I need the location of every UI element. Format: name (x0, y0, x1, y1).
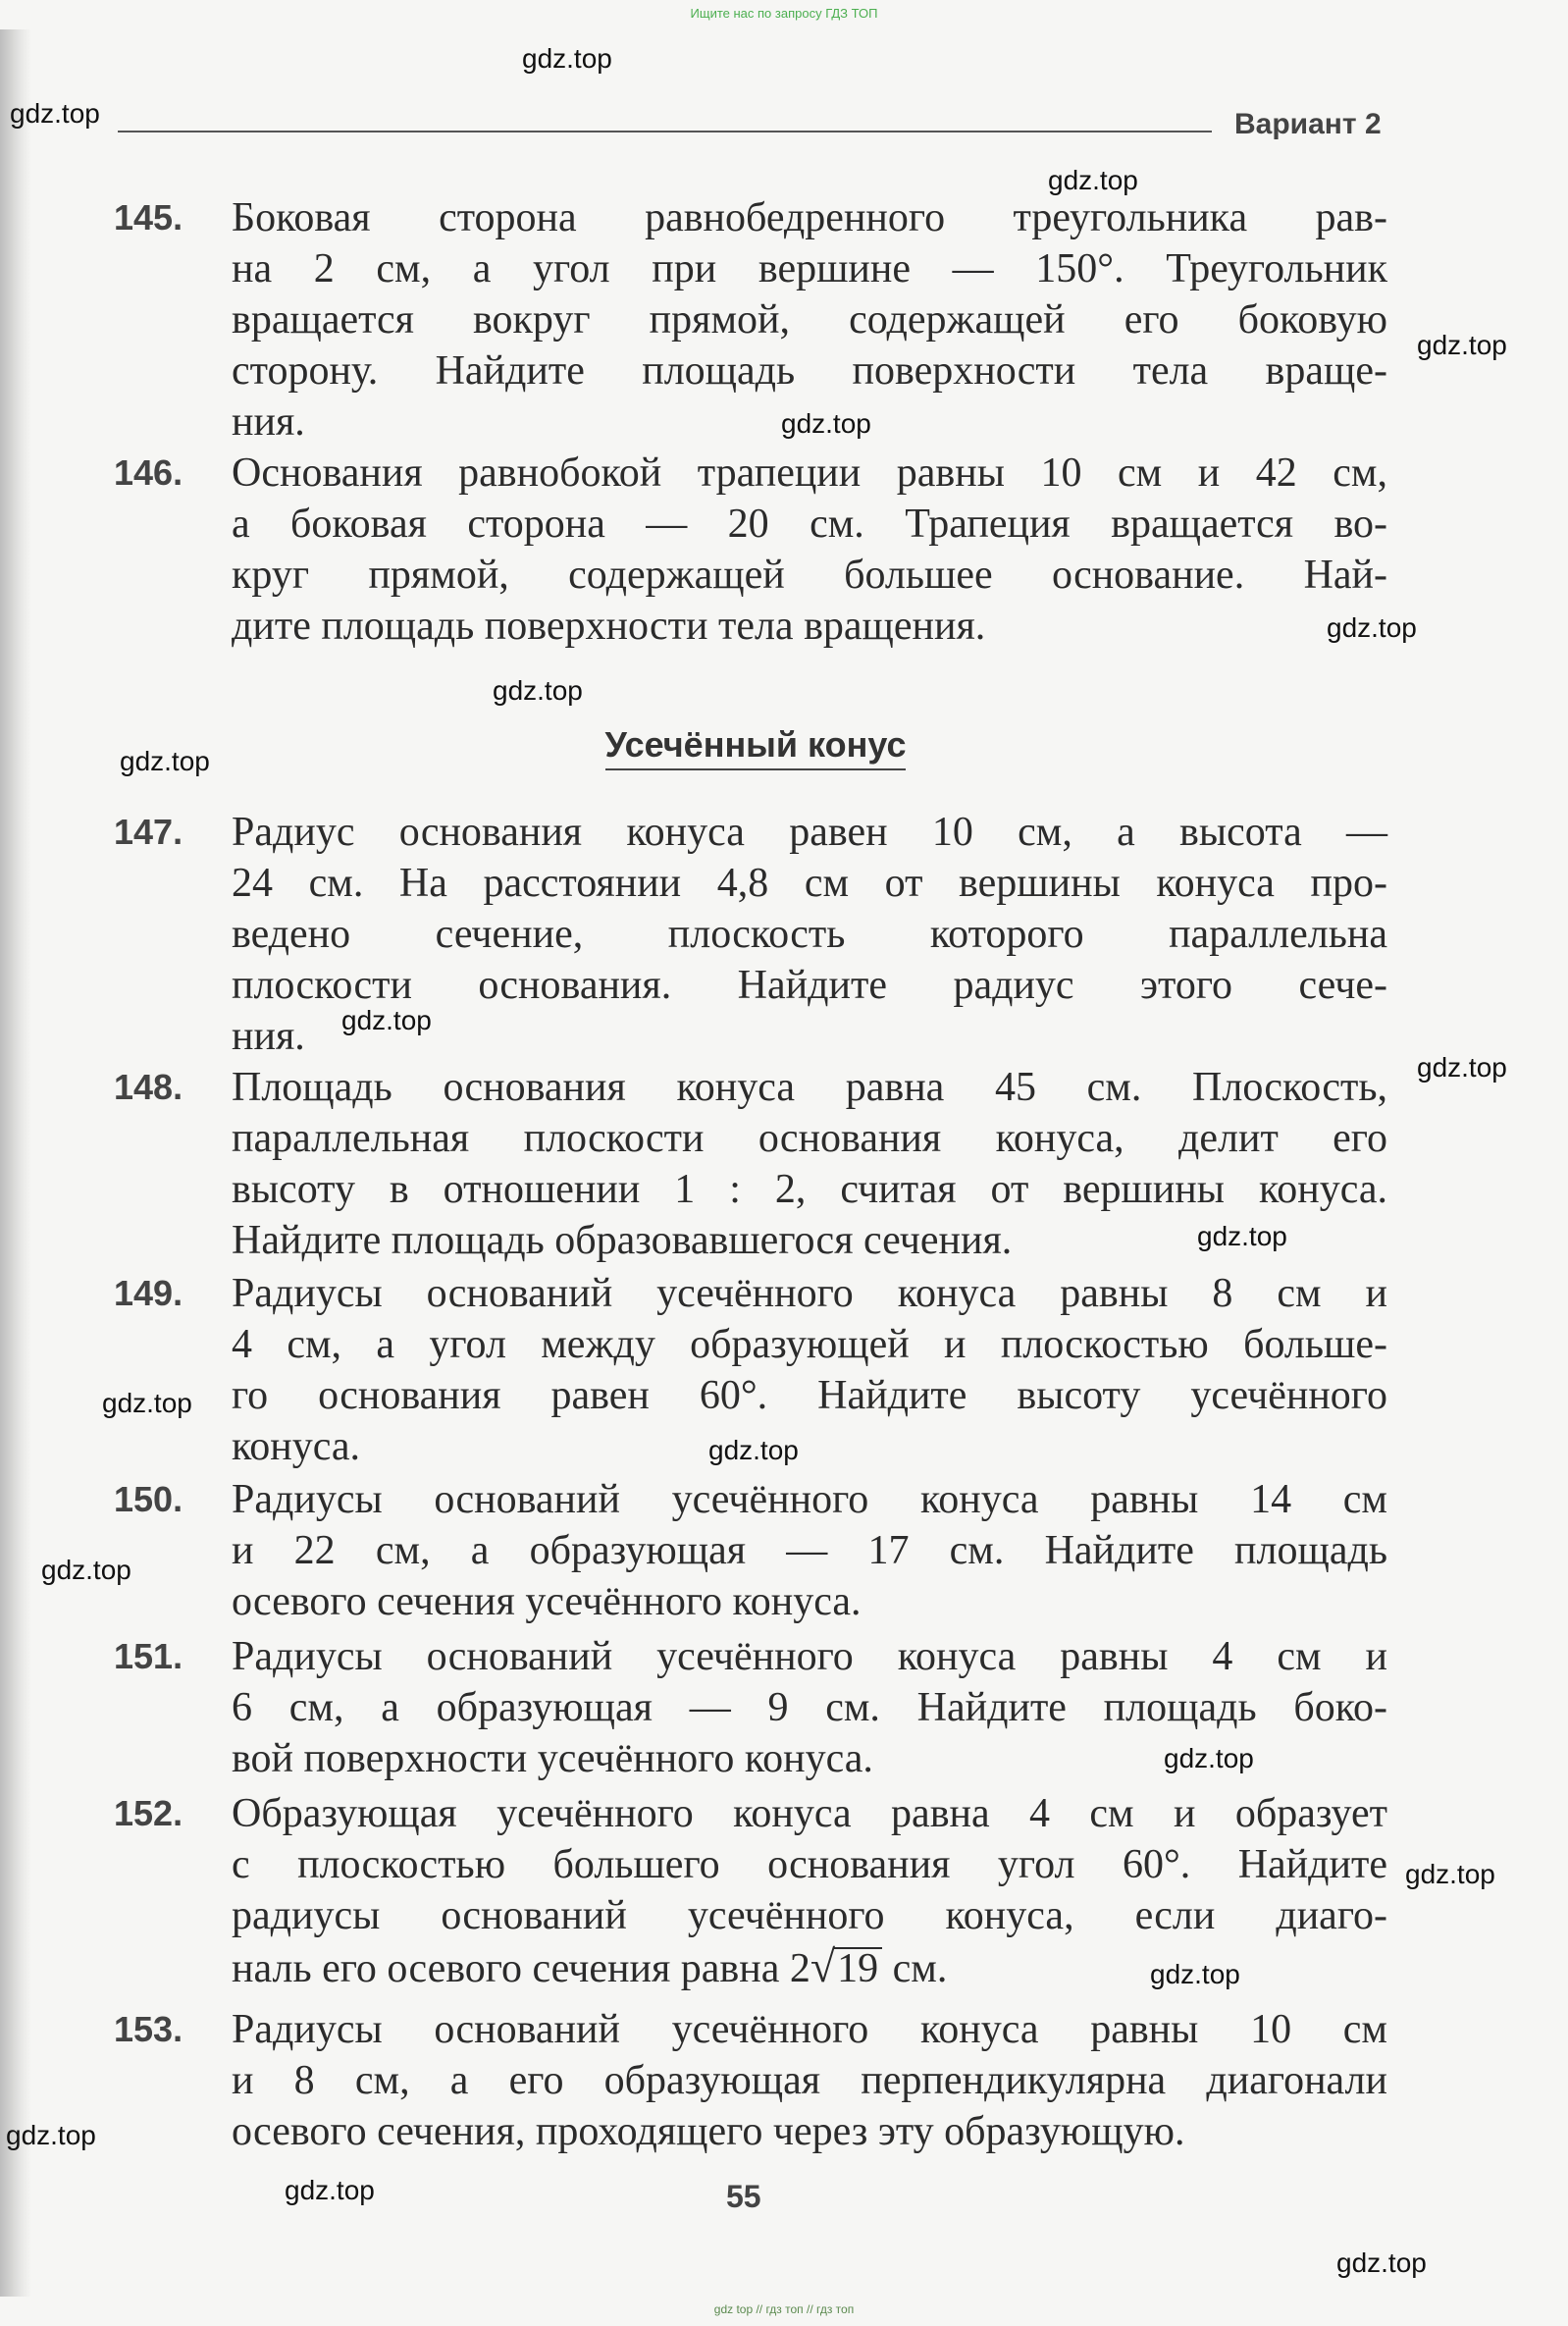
problem-line: 24 см. На расстоянии 4,8 см от вершины конуса про- (232, 861, 1387, 906)
watermark: gdz.top (1048, 165, 1138, 195)
problem-line: вращается вокруг прямой, содержащей его боковую (232, 297, 1387, 343)
page-edge-shadow (0, 29, 31, 2297)
problem-line: Боковая сторона равнобедренного треугольника рав- (232, 195, 1387, 240)
problem-line: вой поверхности усечённого конуса. (232, 1736, 873, 1781)
problem-number: 153. (114, 2009, 183, 2049)
section-title: Усечённый конус (0, 724, 1511, 766)
watermark: gdz.top (10, 98, 100, 129)
watermark: gdz.top (522, 43, 612, 74)
problem-number: 148. (114, 1067, 183, 1107)
problem-line: Радиусы оснований усечённого конуса равны 10 см (232, 2007, 1387, 2052)
problem-line: го основания равен 60°. Найдите высоту усечённого (232, 1373, 1387, 1418)
watermark: gdz.top (1417, 1052, 1507, 1083)
problem-line: Радиусы оснований усечённого конуса равны 8 см и (232, 1271, 1387, 1316)
problem-line: круг прямой, содержащей большее основание. Най- (232, 553, 1387, 598)
problem-line: и 8 см, а его образующая перпендикулярна диагонали (232, 2058, 1387, 2103)
problem-line: параллельная плоскости основания конуса, делит его (232, 1116, 1387, 1161)
problem-line: Площадь основания конуса равна 45 см. Плоскость, (232, 1065, 1387, 1110)
variant-label: Вариант 2 (1234, 108, 1382, 140)
sqrt-symbol: √ (810, 1941, 836, 1991)
watermark: gdz.top (1405, 1859, 1495, 1889)
bottom-banner[interactable]: gdz top // гдз топ // гдз топ (713, 2302, 855, 2316)
page-number: 55 (726, 2179, 761, 2214)
problem-line: на 2 см, а угол при вершине — 150°. Треугольник (232, 246, 1387, 291)
problem-line: ния. (232, 399, 305, 445)
watermark: gdz.top (1197, 1221, 1287, 1251)
watermark: gdz.top (1164, 1743, 1254, 1773)
problem-number: 152. (114, 1793, 183, 1833)
watermark: gdz.top (6, 2120, 96, 2150)
watermark: gdz.top (1417, 330, 1507, 360)
problem-line: Найдите площадь образовавшегося сечения. (232, 1218, 1013, 1263)
problem-line: дите площадь поверхности тела вращения. (232, 604, 986, 649)
problem-line: сторону. Найдите площадь поверхности тела враще- (232, 348, 1387, 394)
problem-number: 150. (114, 1479, 183, 1519)
watermark: gdz.top (1150, 1959, 1240, 1989)
watermark: gdz.top (41, 1555, 131, 1585)
problem-number: 151. (114, 1636, 183, 1676)
problem-line: и 22 см, а образующая — 17 см. Найдите площадь (232, 1528, 1387, 1573)
problem-line: Образующая усечённого конуса равна 4 см и образует (232, 1791, 1387, 1836)
problem-line: с плоскостью большего основания угол 60°. Найдите (232, 1842, 1387, 1887)
problem-line: Радиус основания конуса равен 10 см, а высота — (232, 810, 1387, 855)
watermark: gdz.top (120, 746, 210, 776)
formula-prefix: наль его осевого сечения равна 2 (232, 1946, 810, 1991)
problem-153 (114, 2004, 1389, 2157)
problem-line: Радиусы оснований усечённого конуса равны 4 см и (232, 1634, 1387, 1679)
watermark: gdz.top (1327, 612, 1417, 643)
problem-line: осевого сечения усечённого конуса. (232, 1579, 862, 1624)
sqrt-radicand: 19 (833, 1947, 882, 1988)
problem-line: а боковая сторона — 20 см. Трапеция вращается во- (232, 502, 1387, 547)
watermark: gdz.top (341, 1005, 432, 1035)
problem-147 (114, 807, 1389, 1062)
problem-line: высоту в отношении 1 : 2, считая от вершины конуса. (232, 1167, 1387, 1212)
watermark: gdz.top (708, 1435, 799, 1465)
problem-line: ведено сечение, плоскость которого параллельна (232, 912, 1387, 957)
problem-150 (114, 1474, 1389, 1627)
problem-line: плоскости основания. Найдите радиус этого сече- (232, 963, 1387, 1008)
formula-suffix: см. (882, 1946, 948, 1991)
problem-line: 6 см, а образующая — 9 см. Найдите площадь боко- (232, 1685, 1387, 1730)
problem-145 (114, 192, 1389, 448)
problem-number: 149. (114, 1273, 183, 1313)
top-banner[interactable]: Ищите нас по запросу ГДЗ ТОП (690, 6, 878, 21)
header-rule (118, 131, 1212, 132)
problem-line: ния. (232, 1014, 305, 1059)
problem-line: радиусы оснований усечённого конуса, если диаго- (232, 1893, 1387, 1938)
watermark: gdz.top (1336, 2247, 1427, 2278)
watermark: gdz.top (493, 675, 583, 706)
problem-number: 146. (114, 452, 183, 493)
problem-146 (114, 448, 1389, 652)
problem-number: 147. (114, 812, 183, 852)
problem-number: 145. (114, 197, 183, 238)
watermark: gdz.top (102, 1388, 192, 1418)
problem-line: Основания равнобокой трапеции равны 10 см и 42 см, (232, 450, 1387, 496)
problem-line: 4 см, а угол между образующей и плоскостью больше- (232, 1322, 1387, 1367)
problem-line: Радиусы оснований усечённого конуса равны 14 см (232, 1477, 1387, 1522)
problem-line: осевого сечения, проходящего через эту образующую. (232, 2109, 1185, 2154)
problem-line: конуса. (232, 1424, 361, 1469)
watermark: gdz.top (285, 2175, 375, 2205)
watermark: gdz.top (781, 408, 871, 439)
